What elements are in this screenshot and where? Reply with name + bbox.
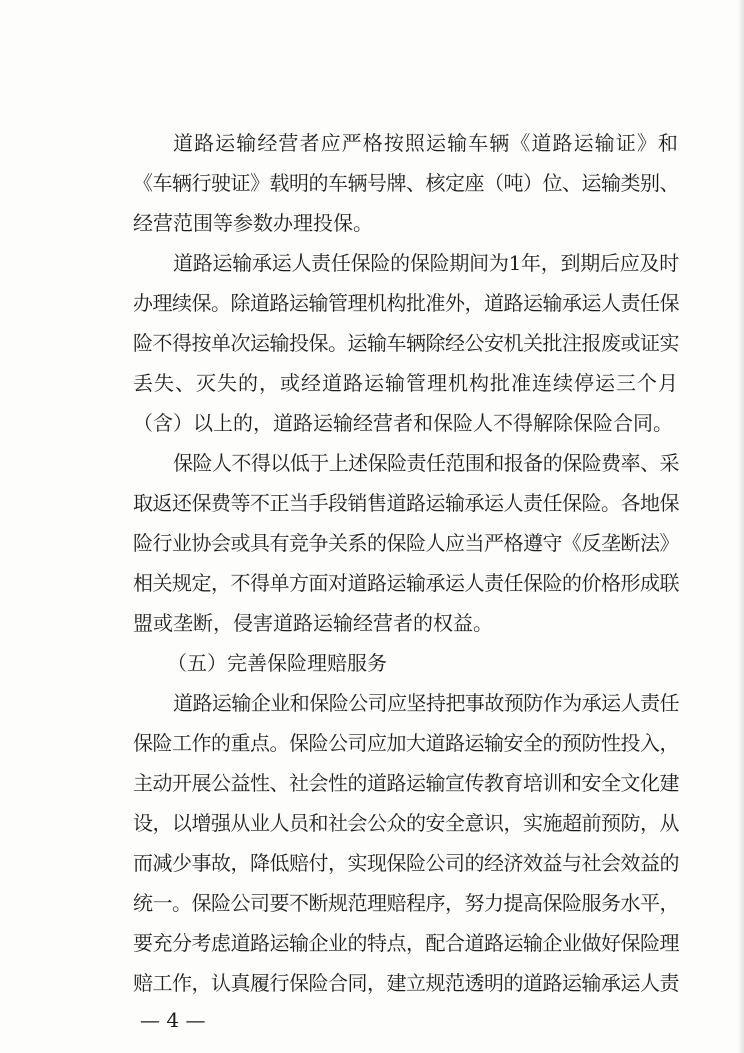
text-line-5: 办理续保。除道路运输管理机构批准外，道路运输承运人责任保 [133, 291, 679, 315]
page-number: — 4 — [140, 1008, 206, 1032]
text-line-4: 道路运输承运人责任保险的保险期间为1年，到期后应及时 [173, 251, 679, 275]
text-line-20: 统一。保险公司要不断规范理赔程序，努力提高保险服务水平， [133, 891, 679, 915]
text-line-9: 保险人不得以低于上述保险责任范围和报备的保险费率、采 [173, 451, 679, 475]
text-line-18: 设，以增强从业人员和社会公众的安全意识，实施超前预防，从 [133, 811, 679, 835]
text-line-13: 盟或垄断，侵害道路运输经营者的权益。 [133, 611, 493, 635]
text-line-19: 而减少事故，降低赔付，实现保险公司的经济效益与社会效益的 [133, 851, 679, 875]
text-line-21: 要充分考虑道路运输企业的特点，配合道路运输企业做好保险理 [133, 931, 679, 955]
text-line-15: 道路运输企业和保险公司应坚持把事故预防作为承运人责任 [173, 691, 679, 715]
section-heading: （五）完善保险理赔服务 [167, 651, 387, 675]
text-line-7: 丢失、灭失的，或经道路运输管理机构批准连续停运三个月 [133, 371, 679, 395]
text-line-12: 相关规定，不得单方面对道路运输承运人责任保险的价格形成联 [133, 571, 679, 595]
text-line-6: 险不得按单次运输投保。运输车辆除经公安机关批注报废或证实 [133, 331, 679, 355]
scan-edge-shadow [738, 0, 744, 1053]
text-line-8: （含）以上的，道路运输经营者和保险人不得解除保险合同。 [133, 411, 673, 435]
text-line-16: 保险工作的重点。保险公司应加大道路运输安全的预防性投入， [133, 731, 679, 755]
text-line-11: 险行业协会或具有竞争关系的保险人应当严格遵守《反垄断法》 [133, 531, 679, 555]
text-line-22: 赔工作，认真履行保险合同，建立规范透明的道路运输承运人责 [133, 971, 679, 995]
text-line-10: 取返还保费等不正当手段销售道路运输承运人责任保险。各地保 [133, 491, 679, 515]
text-line-1: 道路运输经营者应严格按照运输车辆《道路运输证》和 [173, 131, 679, 155]
text-line-17: 主动开展公益性、社会性的道路运输宣传教育培训和安全文化建 [133, 771, 679, 795]
text-line-2: 《车辆行驶证》载明的车辆号牌、核定座（吨）位、运输类别、 [133, 171, 679, 195]
text-line-3: 经营范围等参数办理投保。 [133, 211, 373, 235]
